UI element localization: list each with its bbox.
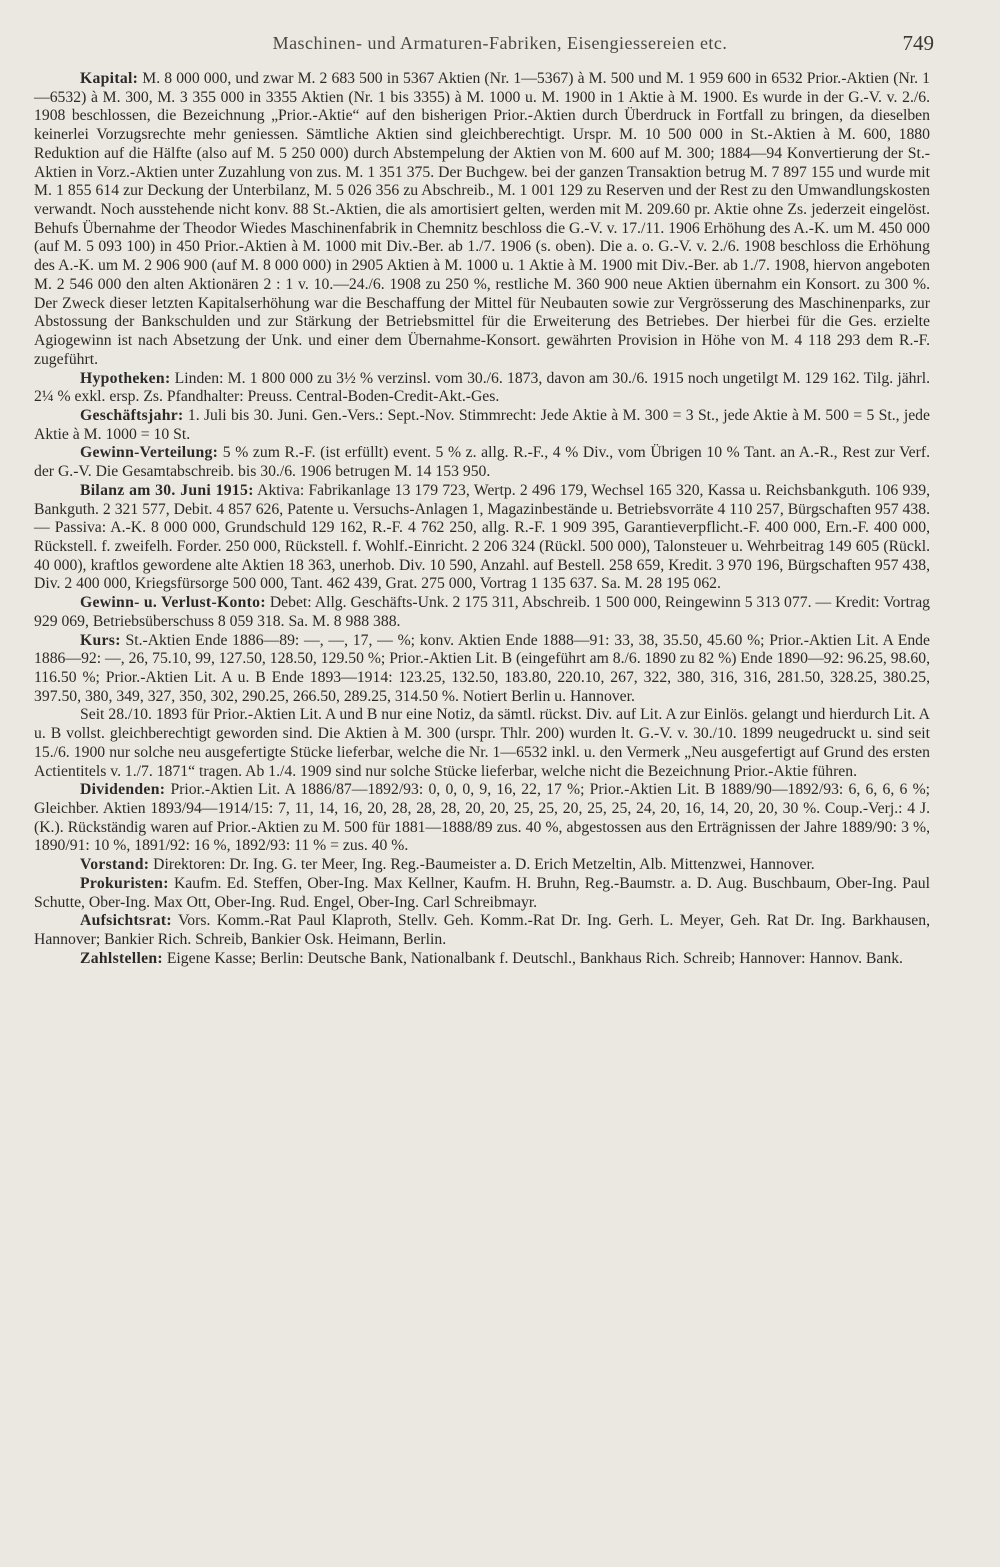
keyword: Kapital: — [80, 70, 139, 87]
paragraph-notiz — [34, 706, 930, 781]
paragraph-text: Linden: M. 1 800 000 zu 3½ % verzinsl. vom 30./6. 1873, davon am 30./6. 1915 noch ungetilgt M. 129 162. Tilg. jährl. 2¼ % exkl. ersp. Zs. Pfandhalter: Preuss. Central-Boden-Credit-Akt.-Ges. — [34, 369, 930, 406]
paragraph-text: St.-Aktien Ende 1886—89: —, —, 17, — %; konv. Aktien Ende 1888—91: 33, 38, 35.50, 45.60 %; Prior.-Aktien Lit. A Ende 1886—92: —, 26, 75.10, 99, 127.50, 128.50, 129.50 %; Prior.-Aktien Lit. B (eingeführt am 8./6. 1890 zu 82 %) Ende 1890—92: 96.25, 98.60, 116.50 %; Prior.-Aktien Lit. A u. B Ende 1893—1914: 123.25, 132.50, 183.80, 220.10, 267, 322, 380, 316, 316, 281.50, 328.25, 380.25, 397.50, 380, 349, 327, 350, 302, 290.25, 266.50, 289.25, 314.50 %. Notiert Berlin u. Hannover. — [34, 631, 930, 705]
paragraph-text: 5 % zum R.-F. (ist erfüllt) event. 5 % z. allg. R.-F., 4 % Div., vom Übrigen 10 % Tant. an A.-R., Rest zur Verf. der G.-V. Die Gesamtabschreib. bis 30./6. 1906 betrugen M. 14 153 950. — [34, 444, 930, 481]
paragraph-text: M. 8 000 000, und zwar M. 2 683 500 in 5367 Aktien (Nr. 1—5367) à M. 500 und M. 1 959 600 in 6532 Prior.-Aktien (Nr. 1—6532) à M. 300, M. 3 355 000 in 3355 Aktien (Nr. 1 bis 3355) à M. 1000 u. M. 1900 in 1 Aktie à M. 1900. Es wurde in der G.-V. v. 2./6. 1908 beschlossen, die Bezeichnung „Prior.-Aktie“ auf den bisherigen Prior.-Aktien durch Überdruck in Fortfall zu bringen, da dieselben keinerlei Vorzugsrechte mehr geniessen. Sämtliche Aktien sind gleichberechtigt. Urspr. M. 10 500 000 in St.-Aktien à M. 600, 1880 Reduktion auf die Hälfte (also auf M. 5 250 000) durch Abstempelung der Aktien von M. 600 auf M. 300; 1884—94 Konvertierung der St.-Aktien in Vorz.-Aktien unter Zuzahlung von zus. M. 1 351 375. Der Buchgew. bei der ganzen Transaktion betrug M. 7 897 155 und wurde mit M. 1 855 614 zur Deckung der Unterbilanz, M. 5 026 356 zu Abschreib., M. 1 001 129 zu Reserven und der Rest zu den Umwandlungskosten verwandt. Noch ausstehende nicht konv. 88 St.-Aktien, die als amortisiert gelten, werden mit M. 209.60 pr. Aktie ohne Zs. jederzeit eingelöst. Behufs Übernahme der Theodor Wiedes Maschinenfabrik in Chemnitz beschloss die G.-V. v. 17./11. 1906 Erhöhung des A.-K. um M. 450 000 (auf M. 5 093 100) in 450 Prior.-Aktien à M. 1000 mit Div.-Ber. ab 1./7. 1906 (s. oben). Die a. o. G.-V. v. 2./6. 1908 beschloss die Erhöhung des A.-K. um M. 2 906 900 (auf M. 8 000 000) in 2905 Aktien à M. 1000 u. 1 Aktie à M. 1900 mit Div.-Ber. ab 1./7. 1908, hiervon angeboten M. 2 546 000 den alten Aktionären 2 : 1 v. 10.—24./6. 1908 zu 250 %, restliche M. 360 900 neue Aktien übernahm ein Konsort. zu 300 %. Der Zweck dieser letzten Kapitalserhöhung war die Beschaffung der Mittel für Neubauten sowie zur Vergrösserung des Maschinenparks, zur Abstossung der Bankschulden und zur Stärkung der Betriebsmittel für die Erweiterung des Betriebes. Der hierbei für die Ges. erzielte Agiogewinn ist nach Absetzung der Unk. und einer dem Übernahme-Konsort. gewährten Provision in Höhe von M. 4 118 293 dem R.-F. zugeführt. — [34, 70, 930, 368]
paragraph-text: Eigene Kasse; Berlin: Deutsche Bank, Nationalbank f. Deutschl., Bankhaus Rich. Schreib; Hannover: Hannov. Bank. — [162, 949, 903, 967]
paragraph-text: Direktoren: Dr. Ing. G. ter Meer, Ing. Reg.-Baumeister a. D. Erich Metzeltin, Alb. Mittenzwei, Hannover. — [149, 856, 815, 874]
paragraph-dividenden — [34, 781, 930, 856]
keyword: Prokuristen: — [80, 874, 169, 892]
paragraph-text: 1. Juli bis 30. Juni. Gen.-Vers.: Sept.-Nov. Stimmrecht: Jede Aktie à M. 300 = 3 St., jede Aktie à M. 500 = 5 St., jede Aktie à M. 1000 = 10 St. — [34, 406, 930, 443]
paragraph-text: Kaufm. Ed. Steffen, Ober-Ing. Max Kellner, Kaufm. H. Bruhn, Reg.-Baumstr. a. D. Aug. Buschbaum, Ober-Ing. Paul Schutte, Ober-Ing. Max Ott, Ober-Ing. Rud. Engel, Ober-Ing. Carl Schreibmayr. — [34, 874, 930, 911]
keyword: Aufsichtsrat: — [80, 912, 172, 930]
keyword: Zahlstellen: — [80, 949, 163, 967]
paragraph-geschaeftsjahr — [34, 407, 930, 444]
keyword: Geschäftsjahr: — [80, 406, 184, 424]
paragraph-hypotheken — [34, 370, 930, 407]
page-number: 749 — [902, 31, 934, 55]
paragraph-text: Debet: Allg. Geschäfts-Unk. 2 175 311, Abschreib. 1 500 000, Reingewinn 5 313 077. — Kredit: Vortrag 929 069, Betriebsüberschuss 8 059 318. Sa. M. 8 988 388. — [34, 594, 931, 630]
paragraph-kapital — [34, 70, 930, 370]
paragraph-vorstand — [34, 856, 930, 875]
keyword: Bilanz am 30. Juni 1915: — [80, 481, 254, 499]
running-title: Maschinen- und Armaturen-Fabriken, Eisengiessereien etc. — [272, 33, 728, 53]
document-body — [34, 70, 930, 969]
keyword: Gewinn- u. Verlust-Konto: — [80, 594, 266, 612]
paragraph-gewinn-verteilung — [34, 444, 930, 481]
page-header — [0, 33, 1000, 61]
paragraph-prokuristen — [34, 875, 930, 912]
paragraph-text: Seit 28./10. 1893 für Prior.-Aktien Lit. A und B nur eine Notiz, da sämtl. rückst. Div. auf Lit. A zur Einlös. gelangt und hierdurch Lit. A u. B vollst. gleichberechtigt geworden sind. Die Aktien à M. 300 (urspr. Thlr. 200) wurden lt. G.-V. v. 30./10. 1899 neugedruckt u. sind seit 15./6. 1900 nur solche neu ausgefertigte Stücke lieferbar, welche die Nr. 1—6532 inkl. u. den Vermerk „Neu ausgefertigt auf Grund des ersten Actientitels v. 1./7. 1871“ tragen. Ab 1./4. 1909 sind nur solche Stücke lieferbar, welche nicht die Bezeichnung Prior.-Aktie führen. — [34, 706, 930, 780]
paragraph-text: Aktiva: Fabrikanlage 13 179 723, Wertp. 2 496 179, Wechsel 165 320, Kassa u. Reichsbankguth. 106 939, Bankguth. 2 321 577, Debit. 4 857 626, Patente u. Versuchs-Anlagen 1, Magazinbestände u. Betriebsvorräte 4 110 257, Bürgschaften 957 438. — Passiva: A.-K. 8 000 000, Grundschuld 129 162, R.-F. 4 762 250, allg. R.-F. 1 909 395, Garantieverpflicht.-F. 400 000, Ern.-F. 400 000, Rückstell. f. zweifelh. Forder. 250 000, Rückstell. f. Wohlf.-Einricht. 2 206 324 (Rückl. 500 000), Talonsteuer u. Wehrbeitrag 149 605 (Rückl. 40 000), kraftlos gewordene alte Aktien 18 363, unerhob. Div. 10 590, Anzahl. auf Bestell. 258 659, Kredit. 3 970 196, Bürgschaften 957 438, Div. 2 400 000, Kriegsfürsorge 500 000, Tant. 462 439, Grat. 275 000, Vortrag 1 135 637. Sa. M. 28 195 062. — [34, 481, 930, 593]
keyword: Kurs: — [80, 631, 121, 649]
keyword: Hypotheken: — [80, 369, 171, 387]
paragraph-text: Vors. Komm.-Rat Paul Klaproth, Stellv. Geh. Komm.-Rat Dr. Ing. Gerh. L. Meyer, Geh. Rat Dr. Ing. Barkhausen, Hannover; Bankier Rich. Schreib, Bankier Osk. Heimann, Berlin. — [34, 912, 930, 949]
paragraph-kurs — [34, 632, 930, 707]
paragraph-gewinn-verlust — [34, 594, 930, 631]
paragraph-text: Prior.-Aktien Lit. A 1886/87—1892/93: 0, 0, 0, 9, 16, 22, 17 %; Prior.-Aktien Lit. B 1889/90—1892/93: 6, 6, 6, 6 %; Gleichber. Aktien 1893/94—1914/15: 7, 11, 14, 16, 20, 28, 28, 28, 20, 20, 25, 25, 20, 25, 25, 24, 20, 16, 14, 20, 20, 30 %. Coup.-Verj.: 4 J. (K.). Rückständig waren auf Prior.-Aktien zu M. 500 für 1881—1888/89 zus. 40 %, abgestossen aus den Erträgnissen der Jahre 1889/90: 3 %, 1890/91: 10 %, 1891/92: 16 %, 1892/93: 11 % = zus. 40 %. — [34, 781, 930, 855]
paragraph-bilanz — [34, 482, 930, 594]
keyword: Vorstand: — [80, 856, 150, 874]
keyword: Dividenden: — [80, 781, 166, 799]
keyword: Gewinn-Verteilung: — [80, 444, 219, 462]
paragraph-zahlstellen — [34, 950, 930, 969]
paragraph-aufsichtsrat — [34, 912, 930, 949]
